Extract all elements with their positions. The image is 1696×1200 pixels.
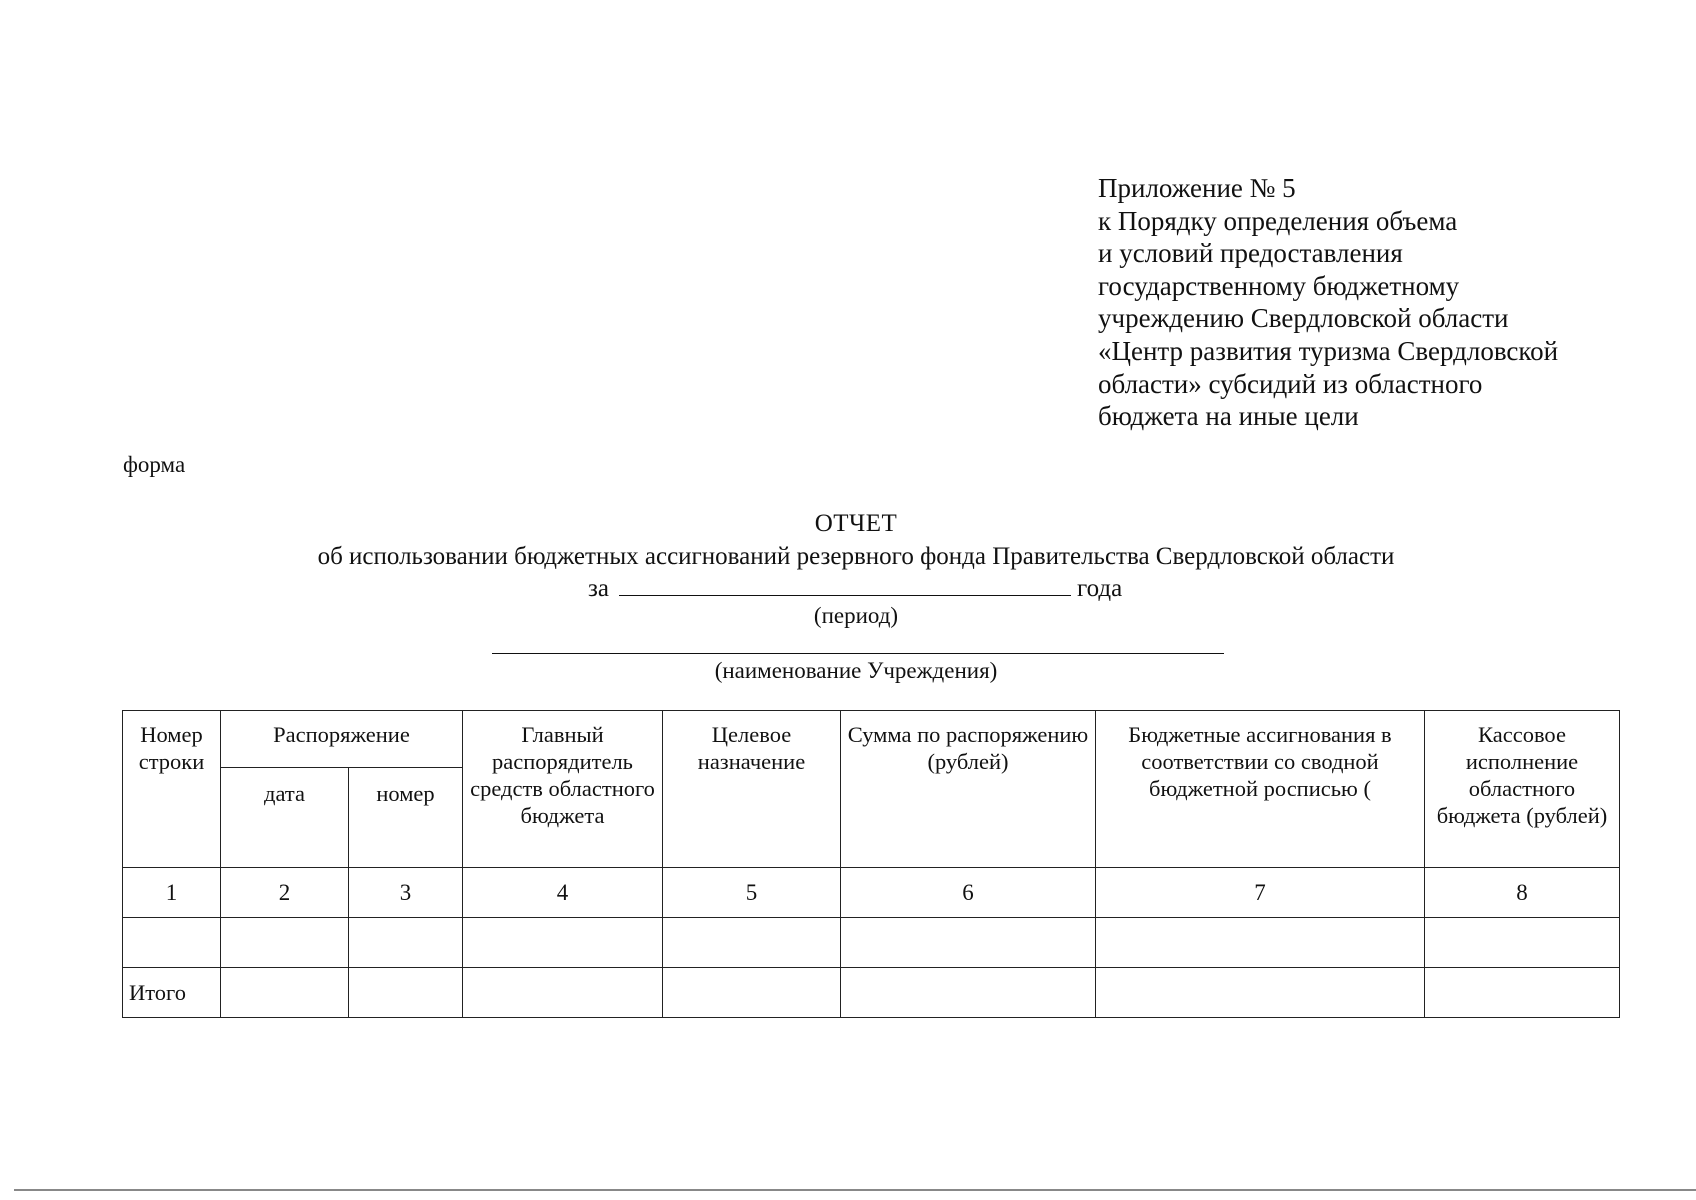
column-number: 7: [1096, 868, 1425, 918]
table-cell[interactable]: [1096, 968, 1425, 1018]
appendix-line: к Порядку определения объема: [1098, 205, 1458, 236]
table-cell[interactable]: [1096, 918, 1425, 968]
organization-caption: (наименование Учреждения): [714, 658, 998, 683]
column-number: 8: [1425, 868, 1620, 918]
table-cell[interactable]: [463, 968, 663, 1018]
appendix-line: бюджета на иные цели: [1098, 401, 1359, 432]
column-number: 1: [123, 868, 221, 918]
report-title: ОТЧЕТ: [814, 510, 898, 537]
page-bottom-rule: [14, 1189, 1696, 1191]
report-subtitle: об использовании бюджетных ассигнований резервного фонда Правительства Свердловской области: [317, 543, 1395, 570]
table-cell[interactable]: [663, 968, 841, 1018]
column-number: 5: [663, 868, 841, 918]
period-caption: (период): [813, 603, 899, 628]
column-number: 2: [221, 868, 349, 918]
column-number: 3: [349, 868, 463, 918]
table-row: [123, 918, 1620, 968]
appendix-line: Приложение № 5: [1098, 173, 1296, 203]
table-cell[interactable]: [349, 918, 463, 968]
table-cell[interactable]: [1425, 968, 1620, 1018]
header-row: [123, 711, 1620, 768]
header-purpose: Целевое назначение: [663, 711, 841, 868]
header-cash-execution: Кассовое исполнение областного бюджета (рублей): [1425, 711, 1620, 868]
table-cell[interactable]: [1425, 918, 1620, 968]
table-cell[interactable]: [349, 968, 463, 1018]
table-cell[interactable]: [841, 918, 1096, 968]
report-table: [122, 710, 1620, 1018]
header-row-number: Номер строки: [123, 711, 221, 868]
appendix-line: и условий предоставления: [1098, 238, 1403, 269]
appendix-line: «Центр развития туризма Свердловской: [1098, 335, 1559, 366]
period-prefix: за: [588, 575, 609, 602]
column-number-row: [123, 868, 1620, 918]
table-cell[interactable]: [123, 918, 221, 968]
header-order: Распоряжение: [221, 711, 463, 768]
table-cell[interactable]: [221, 918, 349, 968]
table-cell[interactable]: [841, 968, 1096, 1018]
table-cell[interactable]: [221, 968, 349, 1018]
header-order-date: дата: [221, 768, 349, 868]
total-label: Итого: [123, 968, 221, 1018]
appendix-line: области» субсидий из областного: [1098, 368, 1483, 399]
appendix-line: учреждению Свердловской области: [1098, 303, 1509, 334]
table-cell[interactable]: [663, 918, 841, 968]
total-row: [123, 968, 1620, 1018]
period-suffix: года: [1076, 575, 1123, 602]
column-number: 6: [841, 868, 1096, 918]
table-cell[interactable]: [463, 918, 663, 968]
form-label: форма: [123, 452, 186, 477]
appendix-block: [1098, 172, 1658, 433]
column-number: 4: [463, 868, 663, 918]
appendix-line: государственному бюджетному: [1098, 270, 1460, 301]
header-order-number: номер: [349, 768, 463, 868]
header-amount: Сумма по распоряжению (рублей): [841, 711, 1096, 868]
period-field[interactable]: [619, 573, 1071, 596]
period-row: [588, 573, 1122, 603]
organization-field[interactable]: [492, 653, 1224, 654]
header-allocations: Бюджетные ассигнования в соответствии со сводной бюджетной росписью (: [1096, 711, 1425, 868]
header-budget-manager: Главный распорядитель средств областного бюджета: [463, 711, 663, 868]
